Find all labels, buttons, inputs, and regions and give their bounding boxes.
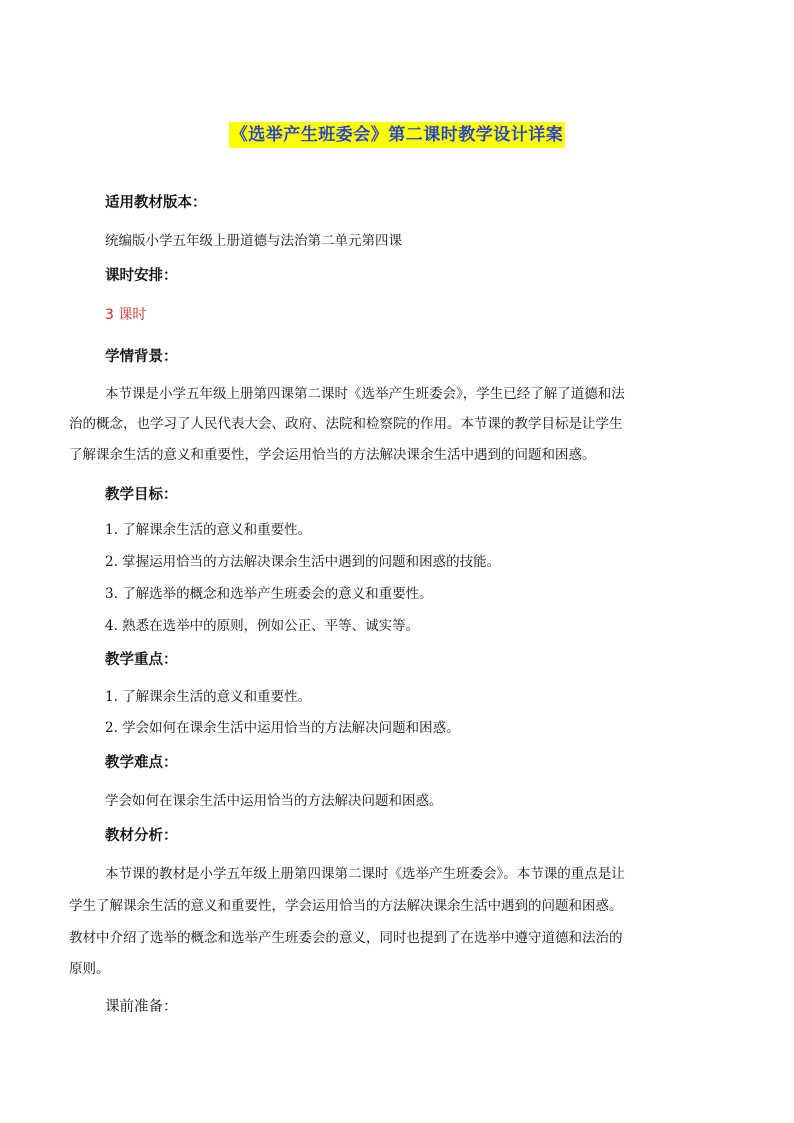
- difficulties-heading: 教学难点：: [105, 755, 178, 771]
- title-wrap: [0, 122, 794, 148]
- goal-item: 1. 了解课余生活的意义和重要性。: [105, 522, 312, 538]
- goal-item: 4. 熟悉在选举中的原则，例如公正、平等、诚实等。: [105, 618, 420, 634]
- goal-item: 3. 了解选举的概念和选举产生班委会的意义和重要性。: [105, 586, 433, 602]
- background-heading: 学情背景：: [105, 349, 178, 365]
- edition-heading: 适用教材版本：: [105, 195, 207, 211]
- goals-heading: 教学目标：: [105, 487, 178, 503]
- preparation-heading: 课前准备：: [105, 999, 178, 1015]
- background-line: 了解课余生活的意义和重要性，学会运用恰当的方法解决课余生活中遇到的问题和困惑。: [69, 447, 596, 463]
- background-line: 本节课是小学五年级上册第四课第二课时《选举产生班委会》，学生已经了解了道德和法: [105, 386, 625, 402]
- analysis-heading: 教材分析：: [105, 828, 178, 844]
- schedule-text: 3 课时: [105, 307, 147, 323]
- key-point-item: 1. 了解课余生活的意义和重要性。: [105, 689, 312, 705]
- edition-text: 统编版小学五年级上册道德与法治第二单元第四课: [105, 233, 402, 249]
- analysis-line: 教材中介绍了选举的概念和选举产生班委会的意义，同时也提到了在选举中遵守道德和法治的: [69, 930, 623, 946]
- analysis-line: 学生了解课余生活的意义和重要性，学会运用恰当的方法解决课余生活中遇到的问题和困惑。: [69, 898, 623, 914]
- goal-item: 2. 掌握运用恰当的方法解决课余生活中遇到的问题和困惑的技能。: [105, 554, 501, 570]
- analysis-line: 本节课的教材是小学五年级上册第四课第二课时《选举产生班委会》。本节课的重点是让: [105, 866, 625, 882]
- key-point-item: 2. 学会如何在课余生活中运用恰当的方法解决问题和困惑。: [105, 720, 460, 736]
- difficulties-text: 学会如何在课余生活中运用恰当的方法解决问题和困惑。: [105, 793, 443, 809]
- key-points-heading: 教学重点：: [105, 652, 178, 668]
- schedule-heading: 课时安排：: [105, 268, 178, 284]
- background-line: 治的概念，也学习了人民代表大会、政府、法院和检察院的作用。本节课的教学目标是让学生: [69, 416, 623, 432]
- analysis-line: 原则。: [69, 961, 110, 977]
- document-title: 《选举产生班委会》第二课时教学设计详案: [229, 122, 566, 148]
